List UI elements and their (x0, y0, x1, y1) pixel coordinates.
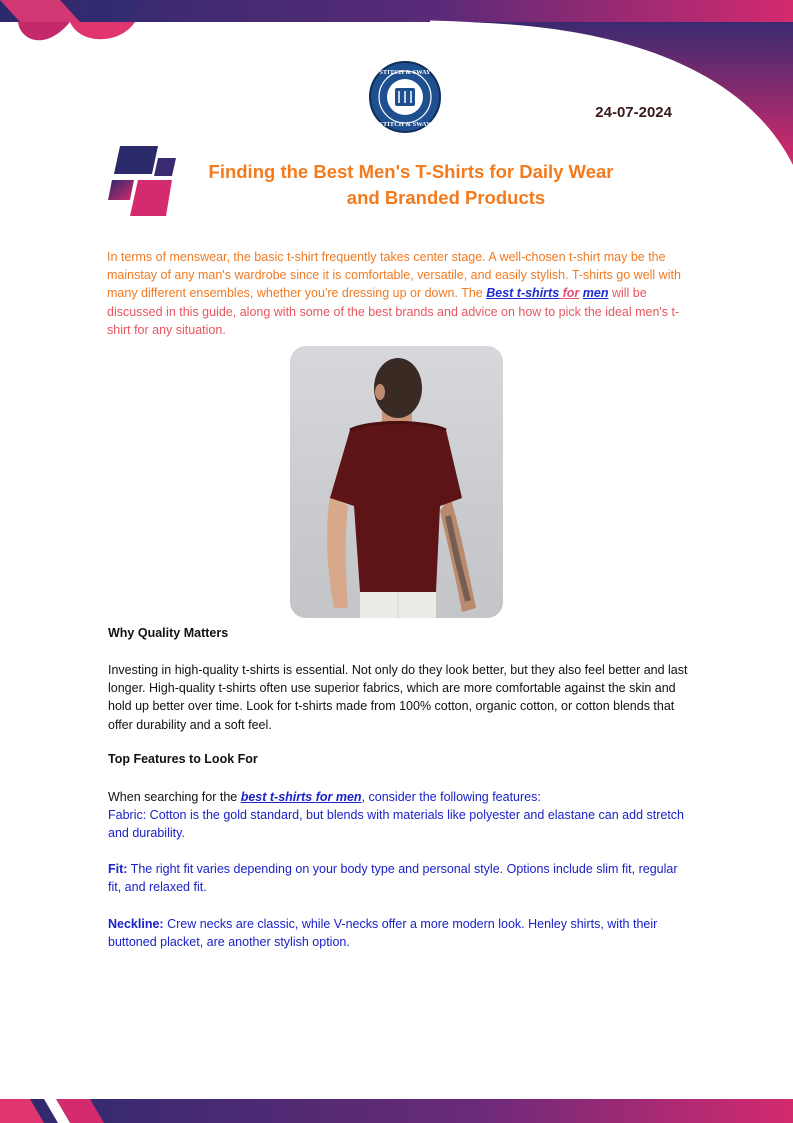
best-tshirts-link[interactable]: Best t-shirts (486, 286, 560, 301)
page-title (188, 159, 634, 211)
features-heading: Top Features to Look For (108, 752, 258, 766)
neckline-label: Neckline: (108, 917, 164, 931)
men-link[interactable]: men (582, 286, 609, 301)
features-intro-post: , consider the following features: (361, 790, 541, 804)
title-line-1: Finding the Best Men's T-Shirts for Daily Wear (208, 161, 614, 182)
quality-paragraph: Investing in high-quality t-shirts is essential. Not only do they look better, but they also feel better and last longer. High-quality t-shirts often use superior fabrics, which are more comfortable against the skin and hold up better over time. Look for t-shirts made from 100% cotton, organic cotton, or cotton blends that offer durability and a soft feel. (108, 663, 688, 732)
neckline-text: Crew necks are classic, while V-necks offer a more modern look. Henley shirts, with their buttoned placket, are another stylish option. (108, 917, 658, 950)
fabric-paragraph: Fabric: Cotton is the gold standard, but blends with materials like polyester and elastane can add stretch and durability. (108, 808, 685, 841)
title-line-2: and Branded Products (346, 187, 546, 208)
fit-paragraph (108, 860, 688, 896)
document-date: 24-07-2024 (595, 104, 672, 121)
for-link[interactable]: for (559, 286, 580, 301)
neckline-paragraph (108, 915, 688, 951)
brand-logo (368, 60, 442, 134)
features-intro-pre: When searching for the (108, 790, 241, 804)
fit-text: The right fit varies depending on your body type and personal style. Options include slim fit, regular fit, and relaxed fit. (108, 862, 678, 895)
logo-text-bottom: STITCH & SWAY (379, 121, 431, 128)
best-tshirts-for-men-link[interactable]: best t-shirts for men (240, 790, 362, 804)
logo-text-top: STITCH & SWAY (379, 69, 431, 76)
bottom-decoration (0, 1099, 793, 1123)
features-intro (108, 788, 688, 806)
product-photo (290, 346, 503, 618)
tshirt-model-illustration (290, 346, 503, 618)
quality-heading: Why Quality Matters (108, 626, 229, 640)
fit-label: Fit: (108, 862, 128, 876)
intro-paragraph (107, 248, 687, 339)
title-tiles-icon (106, 144, 178, 218)
intro-text-2: will be discussed in this guide, along with some of the best brands and advice on how to pick the ideal men's t-shirt for any situation. (107, 286, 680, 337)
intro-text-1: In terms of menswear, the basic t-shirt frequently takes center stage. A well-chosen t-shirt may be the mainstay of any man's wardrobe since it is comfortable, versatile, and easily stylish. T-shirts go well with many different ensembles, whether you're dressing up or down. The (107, 250, 681, 301)
